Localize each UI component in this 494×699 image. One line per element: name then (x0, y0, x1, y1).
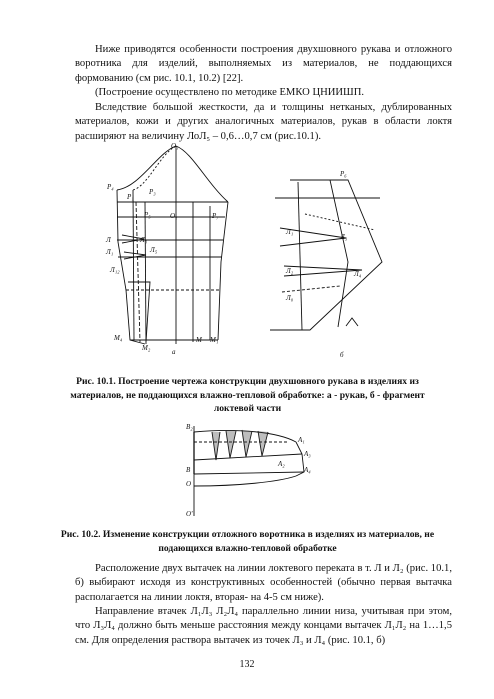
page-number: 132 (239, 659, 255, 670)
label-a3: A₃ (304, 450, 311, 458)
label-b-l4: Л₄ (354, 270, 362, 278)
label-l5: Л₅ (150, 246, 158, 254)
label-b-p6: P₆ (340, 170, 347, 178)
label-a2: A₂ (278, 460, 285, 468)
label-b-l1: Л₁ (286, 228, 294, 236)
label-b-l2: Л₂ (286, 267, 294, 275)
label-m: М (196, 336, 202, 344)
label-b-l3: Л₃ (340, 233, 348, 241)
label-a4: A₄ (304, 466, 311, 474)
label-m1: М₁ (210, 336, 219, 344)
label-b: B (186, 466, 191, 474)
label-l0: Л₀ (140, 236, 148, 244)
label-a1: A₁ (298, 436, 305, 444)
label-l12: Л₁₂ (110, 266, 120, 274)
label-b2: B₂ (186, 423, 193, 431)
label-p4: P₄ (107, 183, 114, 191)
label-l: Л (106, 236, 111, 244)
label-p1: P₁ (127, 193, 134, 201)
caption-figure-10-2: Рис. 10.2. Изменение конструкции отложного воротника в изделиях из материалов, не подающихся влажно-тепловой обработке (60, 529, 435, 554)
paragraph-darts-direction: Направление втачек Л₁Л₃ Л₂Л₄ параллельно линии низа, учитывая при этом, что Л₃Л₄ должно быть меньше расстояния между концами вытачек Л₁Л₂ на 1…1,5 см. Для определения раствора вытачек из точек Л₃ и Л₄ (рис. 10.1, б) (75, 606, 452, 646)
figure-10-2 (178, 420, 318, 520)
label-m4: М₄ (114, 334, 123, 342)
label-l1: Л₁ (106, 248, 114, 256)
paragraph-stiffness: Вследствие большой жесткости, да и толщины нетканых, дублированных материалов, кожи и других аналогичных материалов, рукав в области локтя расширяют на величину ЛоЛ₅ – 0,6…0,7 см (рис.10.1). (75, 102, 452, 142)
label-o1: O₁ (170, 212, 178, 220)
label-sub-b: б (340, 351, 344, 359)
label-m2: М₂ (142, 344, 151, 352)
label-p5: P₅ (144, 211, 151, 219)
label-p7: P₇ (212, 212, 219, 220)
paragraph-method-note: (Построение осуществлено по методике ЕМКО ЦНИИШП. (95, 87, 365, 98)
label-o-prime: O' (186, 510, 193, 518)
label-sub-a: а (172, 348, 176, 356)
label-o: O (186, 480, 192, 488)
caption-figure-10-1: Рис. 10.1. Построение чертежа конструкции двухшовного рукава в изделиях из материалов, не поддающихся влажно-тепловой обработке: а - рукав, б - фрагмент локтевой части (70, 376, 425, 414)
paragraph-intro: Ниже приводятся особенности построения двухшовного рукава и отложного воротника для изделий, выполняемых из материалов, не поддающихся формованию (см рис. 10.1, 10.2) [22]. (75, 44, 452, 84)
label-o3: O₃ (171, 142, 179, 150)
figure-10-1 (100, 142, 410, 370)
label-p3: P₃ (149, 188, 156, 196)
paragraph-darts-location: Расположение двух вытачек на линии локтевого переката в т. Л и Л₂ (рис. 10.1, б) выбирают исходя из конструктивных особенностей (обычно первая вытачка располагается на линии локтя, вторая- на 4-5 см ниже). (75, 563, 452, 603)
label-b-l0: Л₀ (286, 294, 294, 302)
